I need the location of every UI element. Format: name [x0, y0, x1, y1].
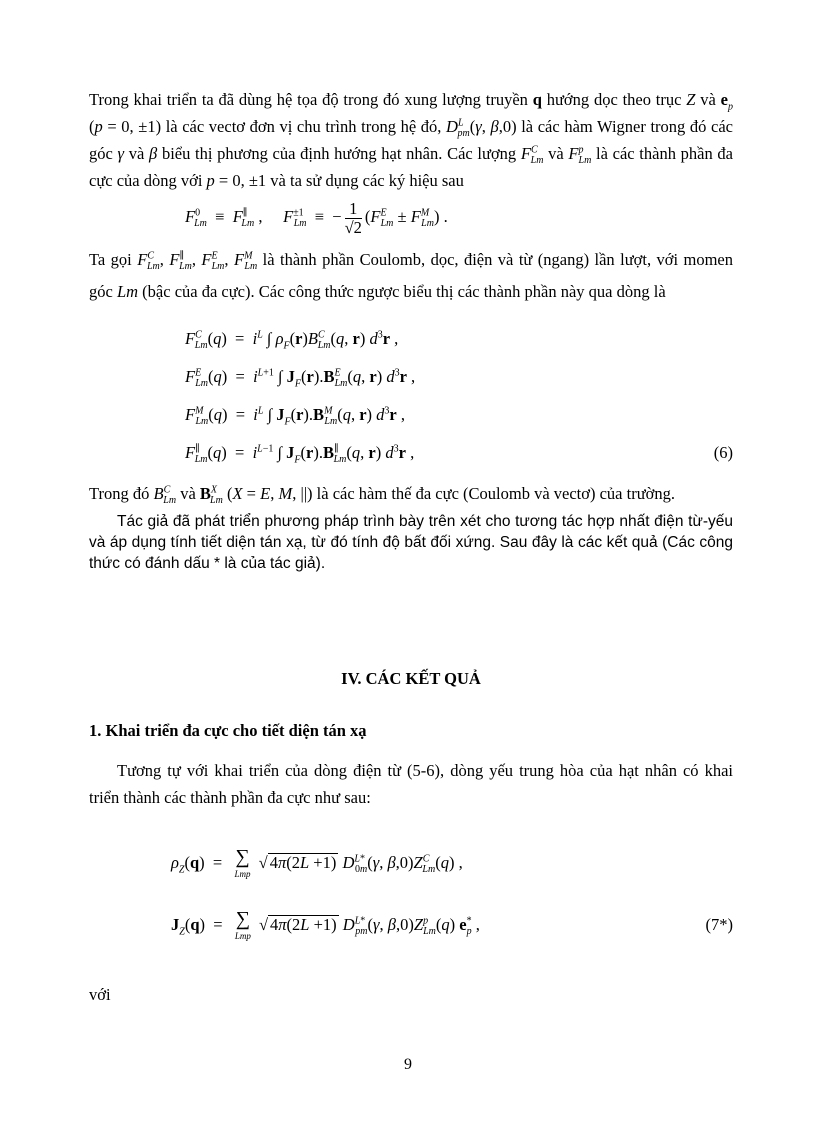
page-body: [89, 86, 733, 1008]
paragraph-potentials: Trong đó $B^C_{Lm}$ và $B^X_{Lm}$ (X = E, M, ||) là các hàm thế đa cực (Coulomb và vectơ) của trường.: [89, 484, 675, 507]
equation-charge-density: $\rho_Z(q)$ = ∑ Lmp √ 4π(2L +1) $D^{L*}_{0m}(\gamma$, $\beta,0)Z^C_{Lm}(q)$ ,: [171, 846, 463, 880]
page-number: 9: [404, 1056, 412, 1073]
paragraph-author-method: Tác giả đã phát triển phương pháp trình bày trên xét cho tương tác hợp nhất điện từ-yếu và áp dụng tính tiết diện tán xạ, từ đó tính độ bất đối xứng. Sau đây là các kết quả (Các công thức có đánh dấu * là của tác giả).: [89, 513, 733, 572]
paragraph-neutral-current: Tương tự với khai triển của dòng điện từ (5-6), dòng yếu trung hòa của hạt nhân có khai triển thành các thành phần đa cực như sau:: [89, 761, 733, 807]
equation-number-7: (7*): [705, 915, 733, 934]
subsection-heading: 1. Khai triển đa cực cho tiết diện tán xạ: [89, 721, 367, 740]
equation-number-6: (6): [713, 443, 733, 462]
equation-magnetic: $F^M_{Lm}(q) = i^L$ ∫ $J_F(r).B^M_{Lm}(q$, r) $d^3r$ ,: [185, 405, 405, 428]
equation-block-6: [185, 320, 733, 472]
equation-notation: $F^0_{Lm} \equiv F^\parallel_{Lm}$ , $F^{\pm 1}_{Lm}$ ≡ − $\frac{1}{√2}$ $(F^E_{Lm} \pm F^M_{Lm})$ .: [185, 198, 448, 237]
section-heading: IV. CÁC KẾT QUẢ: [341, 669, 481, 688]
equation-block-7: [171, 837, 733, 951]
equation-coulomb: $F^C_{Lm}(q) = i^L$ ∫ $\rho_F(r)B^C_{Lm}(q$, r) $d^3r$ ,: [185, 329, 399, 352]
paragraph-components: Ta gọi $F^C_{Lm}$, $F^\parallel_{Lm}$, $F^E_{Lm}$, $F^M_{Lm}$ là thành phần Coulomb, dọc, điện và từ (ngang) lần lượt, với momen góc Lm (bậc của đa cực). Các công thức ngược biểu thị các thành phần này qua dòng là: [89, 250, 734, 301]
equation-longitudinal: $F^\parallel_{Lm}(q) = i^{L-1}$ ∫ $J_F(r).B^\parallel_{Lm}(q$, r) $d^3r$ , (6): [185, 434, 733, 472]
paragraph-with: với: [89, 985, 111, 1004]
equation-current-density: $J_Z(q)$ = ∑ Lmp √ 4π(2L +1) $D^{L*}_{pm}(\gamma$, $\beta,0)Z^p_{Lm}(q)$ $e^*_p$ , (7*): [171, 899, 733, 951]
equation-electric: $F^E_{Lm}(q) = i^{L+1}$ ∫ $J_F(r).B^E_{Lm}(q$, r) $d^3r$ ,: [185, 367, 416, 390]
paragraph-expansion-intro: Trong khai triển ta đã dùng hệ tọa độ trong đó xung lượng truyền q hướng dọc theo trục Z và $e_p$ (p = 0, ±1) là các vectơ đơn vị chu trình trong hệ đó, $D^L_{pm}(\gamma$, β,0) là các hàm Wigner trong đó các góc γ và β biểu thị phương của định hướng hạt nhân. Các lượng $F^C_{Lm}$ và $F^p_{Lm}$ là các thành phần đa cực của dòng với p = 0, ±1 và ta sử dụng các ký hiệu sau: [89, 90, 734, 190]
